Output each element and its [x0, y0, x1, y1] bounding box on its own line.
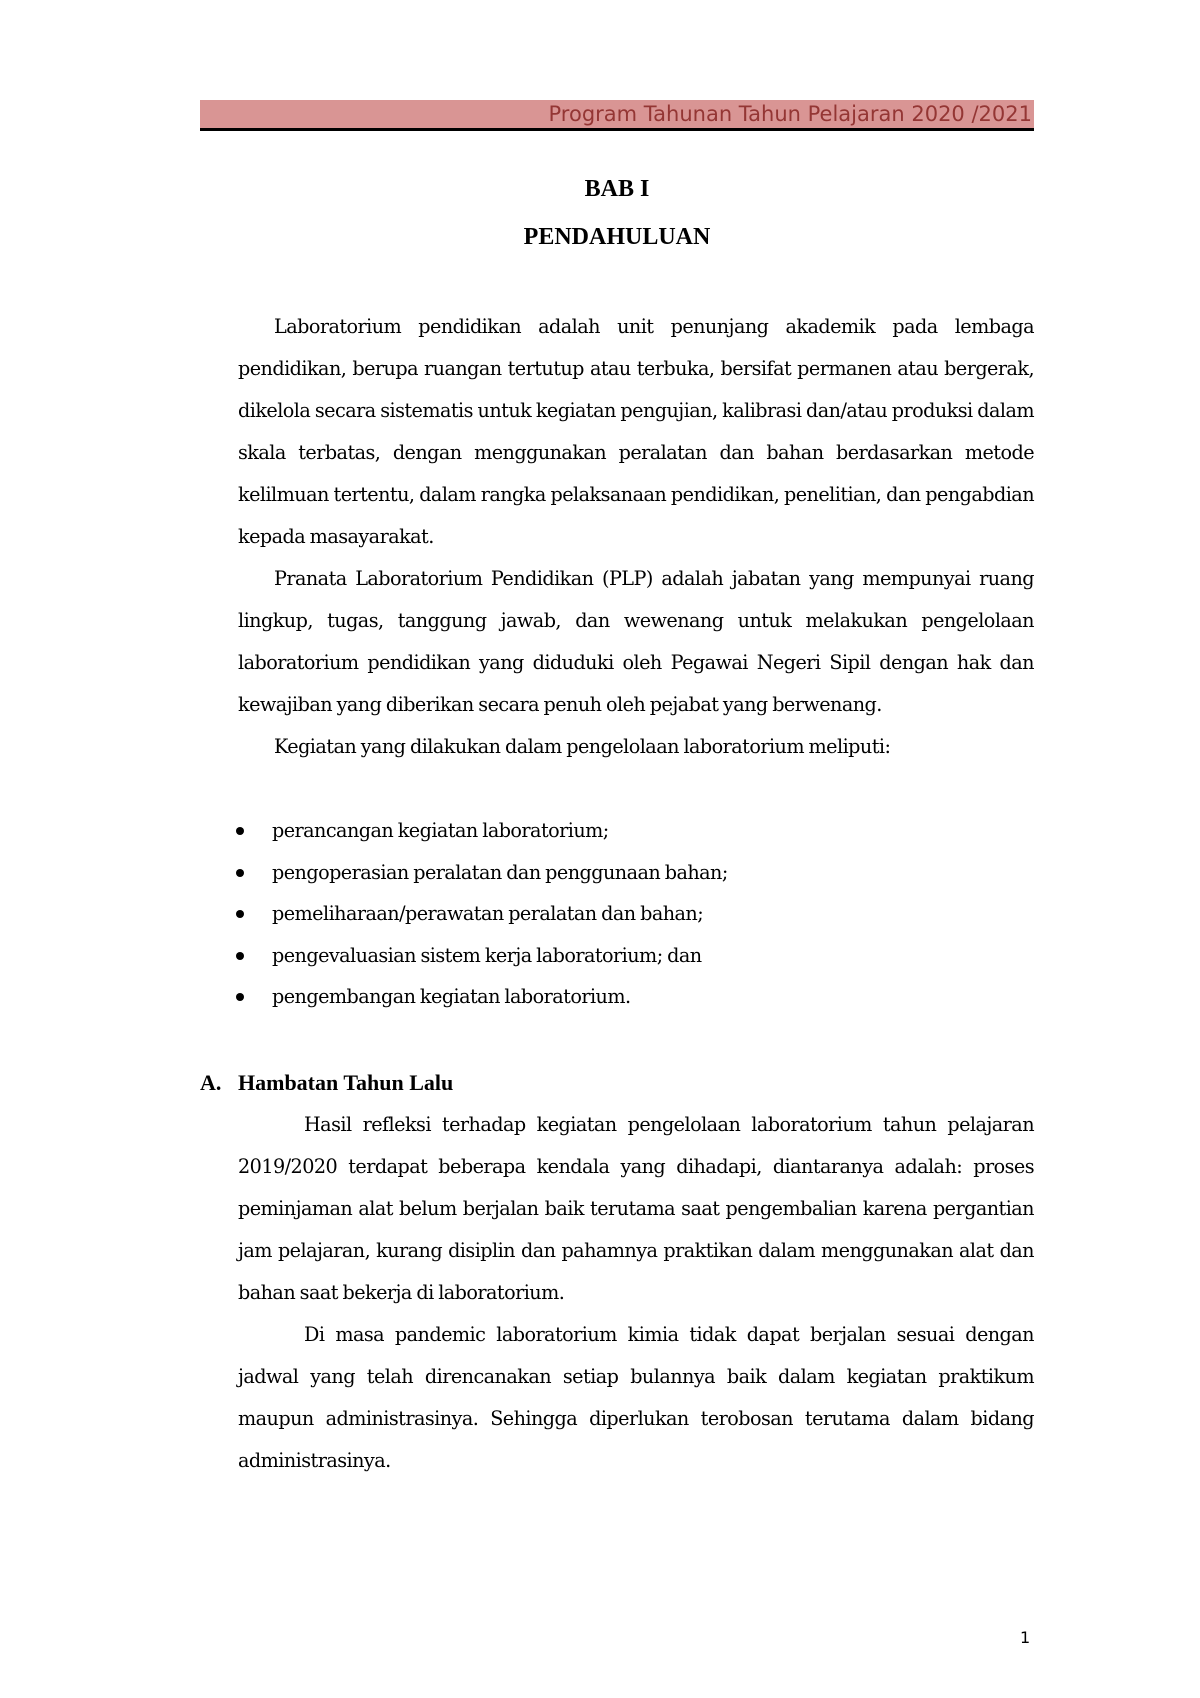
list-item-text: pengoperasian peralatan dan penggunaan bahan;: [272, 860, 728, 884]
list-item: [236, 976, 1034, 1018]
page-number: 1: [1020, 1628, 1031, 1647]
chapter-title: PENDAHULUAN: [523, 224, 711, 250]
section-a-paragraph-2: Di masa pandemic laboratorium kimia tidak dapat berjalan sesuai dengan jadwal yang telah direncanakan setiap bulannya baik dalam kegiatan praktikum maupun administrasinya. Sehingga diperlukan terobosan terutama dalam bidang administrasinya.: [238, 1323, 1034, 1472]
bullet-icon: [236, 952, 244, 960]
list-item-text: pemeliharaan/perawatan peralatan dan bahan;: [272, 902, 704, 925]
section-a-title: Hambatan Tahun Lalu: [238, 1070, 454, 1095]
intro-paragraph-1: Laboratorium pendidikan adalah unit penunjang akademik pada lembaga pendidikan, berupa ruangan tertutup atau terbuka, bersifat permanen atau bergerak, dikelola secara sistematis untuk kegiatan pengujian, kalibrasi dan/atau produksi dalam skala terbatas, dengan menggunakan peralatan dan bahan berdasarkan metode kelilmuan tertentu, dalam rangka pelaksanaan pendidikan, penelitian, dan pengabdian kepada masayarakat.: [238, 315, 1034, 548]
section-a-body: [238, 1104, 1034, 1482]
intro-paragraph-3: Kegiatan yang dilakukan dalam pengelolaan laboratorium meliputi:: [274, 735, 891, 758]
bullet-icon: [236, 993, 244, 1001]
intro-section: [238, 306, 1034, 768]
intro-paragraph-2: Pranata Laboratorium Pendidikan (PLP) adalah jabatan yang mempunyai ruang lingkup, tugas, tanggung jawab, dan wewenang untuk melakukan pengelolaan laboratorium pendidikan yang diduduki oleh Pegawai Negeri Sipil dengan hak dan kewajiban yang diberikan secara penuh oleh pejabat yang berwenang.: [238, 567, 1034, 716]
page-header-band: [200, 100, 1034, 131]
bullet-icon: [236, 910, 244, 918]
activity-list: [236, 810, 1034, 1018]
list-item-text: pengembangan kegiatan laboratorium.: [272, 985, 631, 1008]
bullet-icon: [236, 827, 244, 835]
activity-list-block: [236, 810, 1034, 1018]
bullet-icon: [236, 869, 244, 877]
list-item-text: perancangan kegiatan laboratorium;: [272, 819, 609, 842]
section-a-heading: [200, 1068, 453, 1098]
list-item: [236, 893, 1034, 935]
section-a-letter: A.: [200, 1070, 222, 1095]
list-item-text: pengevaluasian sistem kerja laboratorium; dan: [272, 943, 702, 967]
list-item: [236, 852, 1034, 894]
list-item: [236, 810, 1034, 852]
section-a-paragraph-1: Hasil refleksi terhadap kegiatan pengelolaan laboratorium tahun pelajaran 2019/2020 terdapat beberapa kendala yang dihadapi, diantaranya adalah: proses peminjaman alat belum berjalan baik terutama saat pengembalian karena pergantian jam pelajaran, kurang disiplin dan pahamnya praktikan dalam menggunakan alat dan bahan saat bekerja di laboratorium.: [238, 1113, 1034, 1304]
list-item: [236, 935, 1034, 977]
chapter-number: BAB I: [584, 176, 650, 202]
header-title: Program Tahunan Tahun Pelajaran 2020 /2021: [548, 102, 1032, 126]
